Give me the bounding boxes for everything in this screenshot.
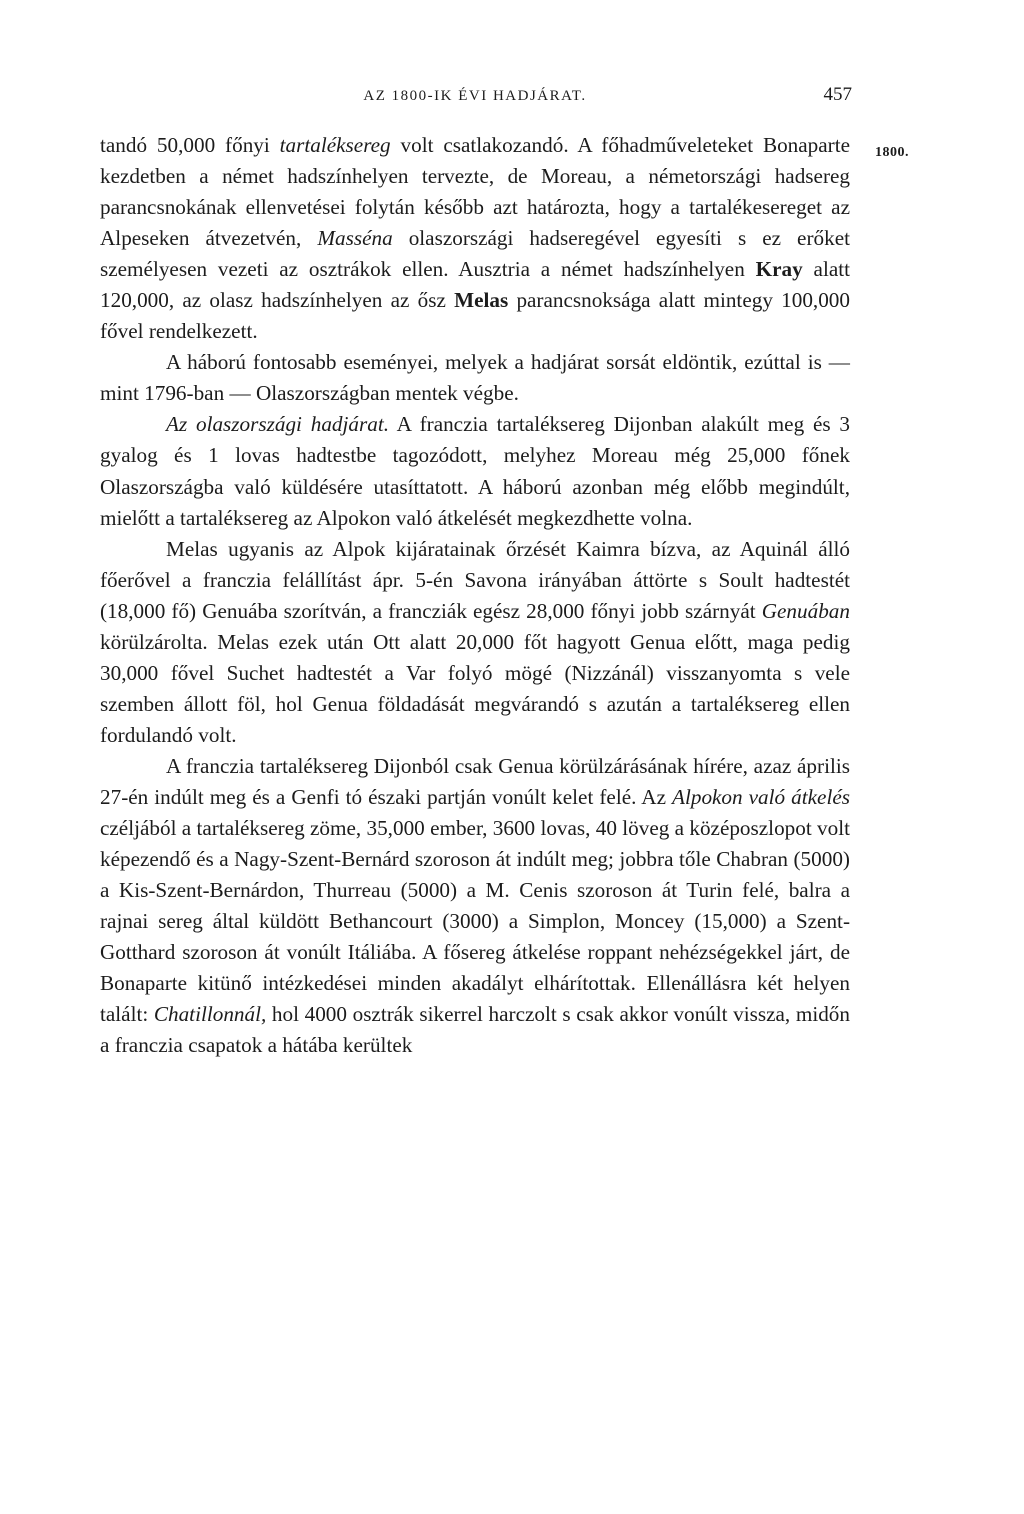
margin-year-note: 1800. xyxy=(875,145,909,160)
paragraph-4 xyxy=(100,534,850,751)
italic-name-massena: Masséna xyxy=(317,226,393,251)
body-text xyxy=(100,130,850,1061)
text-run: parancsnoksága alatt mintegy 100,000 fővel rendelkezett. xyxy=(100,288,850,344)
italic-place-chatillonnal: Chatillonnál, xyxy=(153,1002,267,1027)
text-run: czéljából a tartaléksereg zöme, 35,000 ember, 3600 lovas, 40 löveg a középoszlopot volt képezendő és a Nagy-Szent-Bernárd szoroson át indúlt meg; jobbra tőle Chabran (5000) a Kis-Szent-Bernárdon, Thurreau (5000) a M. Cenis szoroson át Turin felé, balra a rajnai sereg által küldött Bethancourt (3000) a Simplon, Moncey (15,000) a Szent-Gotthard szoroson át vonúlt Itáliába. A fősereg átkelése roppant nehézségekkel járt, de Bonaparte kitünő intézkedései minden akadályt elhárítottak. Ellenállásra két helyen talált: xyxy=(100,816,850,1027)
paragraph-5 xyxy=(100,751,850,1061)
text-run: hol 4000 osztrák sikerrel harczolt s csak akkor vonúlt vissza, midőn a franczia csapatok a hátába kerültek xyxy=(100,1002,850,1058)
text-run: körülzárolta. Melas ezek után Ott alatt 20,000 főt hagyott Genua előtt, maga pedig 30,000 fővel Suchet hadtestét a Var folyó mögé (Nizzánál) visszanyomta s vele szemben állott föl, hol Genua földadását megvárandó s azután a tartaléksereg ellen fordulandó volt. xyxy=(100,629,850,747)
section-heading-olaszorszagi-hadjarat: Az olaszországi hadjárat. xyxy=(166,412,390,437)
bold-name-kray: Kray xyxy=(755,257,803,282)
paragraph-1 xyxy=(100,130,850,347)
text-run: alatt 120,000, az olasz hadszínhelyen az ősz xyxy=(100,257,851,313)
page-number: 457 xyxy=(823,84,852,105)
text-run: A franczia tartaléksereg Dijonból csak Genua körülzárásának hírére, azaz április 27-én indúlt meg és a Genfi tó északi partján vonúlt kelet felé. Az xyxy=(100,753,850,809)
paragraph-2: A háború fontosabb eseményei, melyek a hadjárat sorsát eldöntik, ezúttal is — mint 1796-ban — Olaszországban mentek végbe. xyxy=(100,350,850,406)
italic-term-tartaleksereg: tartaléksereg xyxy=(279,133,391,157)
italic-term-alpokon-valo-atkeles: Alpokon való átkelés xyxy=(672,784,850,809)
bold-name-melas: Melas xyxy=(454,288,509,313)
text-run: volt csatlakozandó. A főhadműveleteket Bonaparte kezdetben a német hadszínhelyen tervezte, de Moreau, a németországi hadsereg parancsnokának ellenvetései folytán később azt határozta, hogy a tartalékesereget az Alpeseken átvezetvén, xyxy=(100,133,851,251)
running-title: AZ 1800-IK ÉVI HADJÁRAT. xyxy=(363,88,587,104)
text-run: A franczia tartaléksereg Dijonban alakúlt meg és 3 gyalog és 1 lovas hadtestbe tagozódott, melyhez Moreau még 25,000 főnek Olaszországba való küldésére utasíttatott. A háború azonban még előbb megindúlt, mielőtt a tartaléksereg az Alpokon való átkelését megkezdhette volna. xyxy=(100,412,850,530)
text-run: tandó 50,000 főnyi xyxy=(100,133,280,157)
italic-place-genuaban: Genuában xyxy=(761,598,850,623)
paragraph-3 xyxy=(100,409,850,533)
text-run: Melas ugyanis az Alpok kijáratainak őrzését Kaimra bízva, az Aquinál álló főerővel a franczia felállítást ápr. 5-én Savona irányában áttörte s Soult hadtestét (18,000 fő) Genuába szorítván, a francziák egész 28,000 főnyi jobb szárnyát xyxy=(100,536,850,623)
text-run: olaszországi hadseregével egyesíti s ez erőket személyesen vezeti az osztrákok ellen. Ausztria a német hadszínhelyen xyxy=(100,226,850,282)
